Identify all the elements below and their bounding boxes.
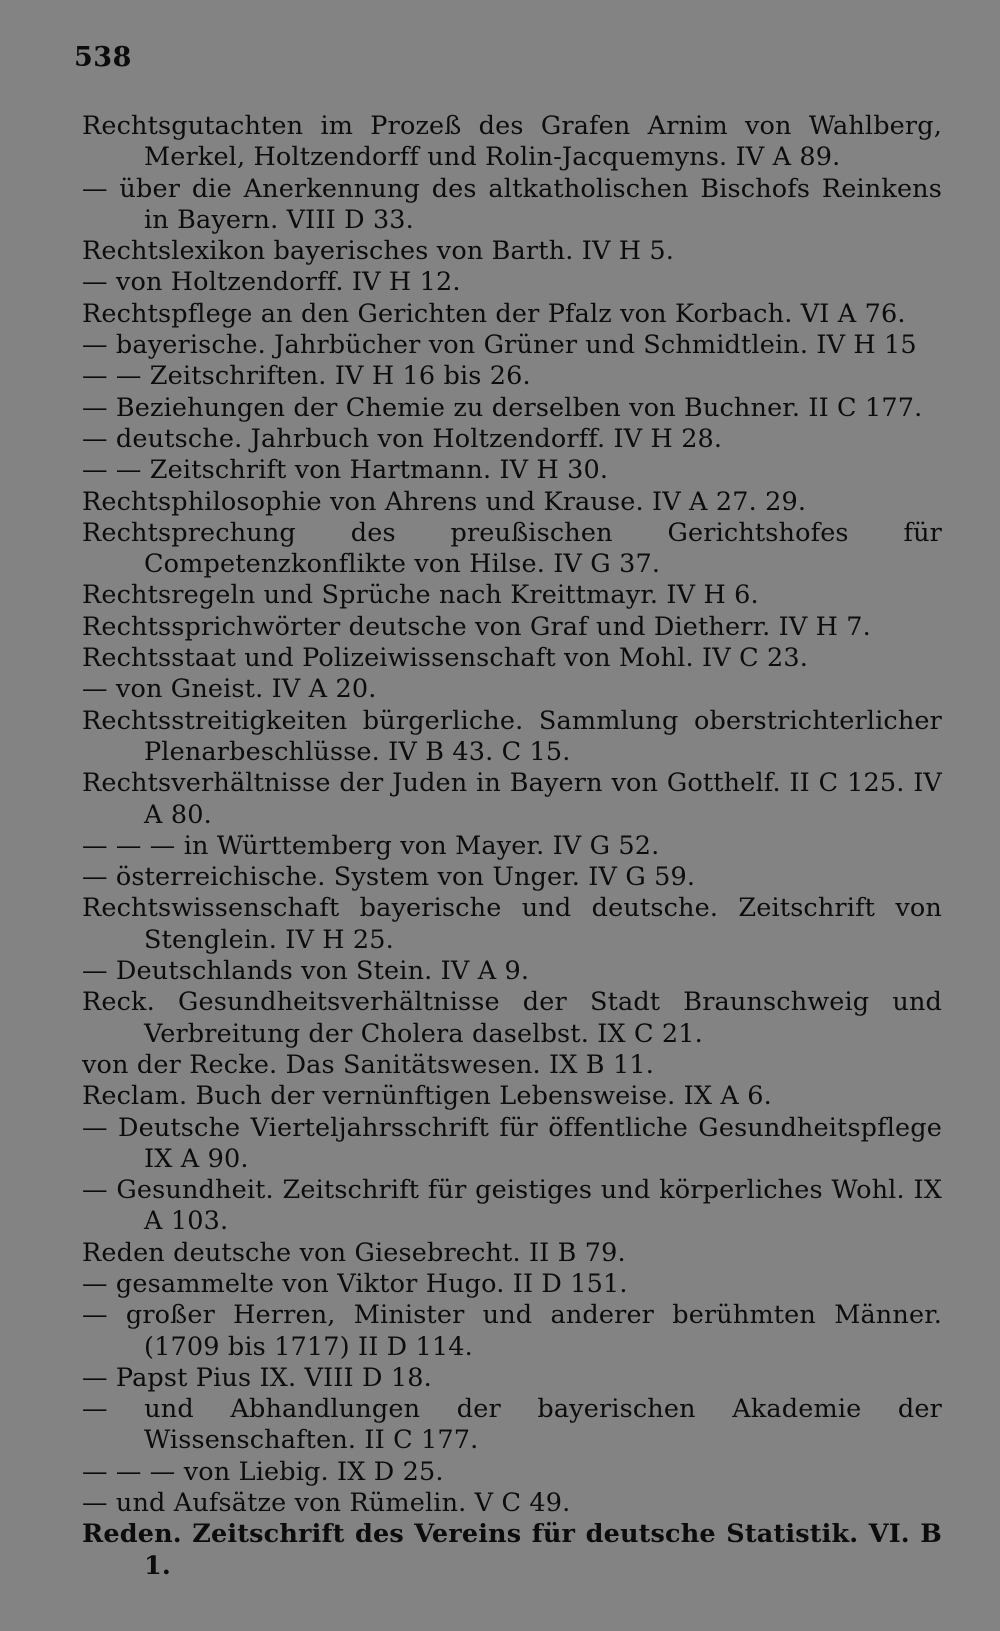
index-entry: — und Aufsätze von Rümelin. V C 49. bbox=[82, 1488, 571, 1519]
index-entry: Rechtsphilosophie von Ahrens und Krause. IV A 27. 29. bbox=[82, 486, 807, 517]
index-entry: Rechtswissenschaft bayerische und deutsche. Zeitschrift von Stenglein. IV H 25. bbox=[82, 893, 942, 955]
index-entry: — und Abhandlungen der bayerischen Akademie der Wissenschaften. II C 177. bbox=[82, 1394, 942, 1456]
index-entry: — — Zeitschriften. IV H 16 bis 26. bbox=[82, 361, 531, 392]
index-entry: — — — in Württemberg von Mayer. IV G 52. bbox=[82, 830, 660, 861]
index-entry: Rechtsstaat und Polizeiwissenschaft von Mohl. IV C 23. bbox=[82, 643, 809, 674]
index-entry: — über die Anerkennung des altkatholischen Bischofs Reinkens in Bayern. VIII D 33. bbox=[82, 173, 942, 235]
index-entry: — Papst Pius IX. VIII D 18. bbox=[82, 1362, 432, 1393]
index-entry: Rechtslexikon bayerisches von Barth. IV H 5. bbox=[82, 236, 675, 267]
index-entry: Rechtssprichwörter deutsche von Graf und Dietherr. IV H 7. bbox=[82, 611, 871, 642]
index-entry: — großer Herren, Minister und anderer berühmten Männer. (1709 bis 1717) II D 114. bbox=[82, 1300, 942, 1362]
index-entry: — — — von Liebig. IX D 25. bbox=[82, 1456, 444, 1487]
index-entry: von der Recke. Das Sanitätswesen. IX B 11. bbox=[82, 1049, 654, 1080]
index-entry: — gesammelte von Viktor Hugo. II D 151. bbox=[82, 1268, 628, 1299]
index-entry: Rechtsverhältnisse der Juden in Bayern von Gotthelf. II C 125. IV A 80. bbox=[82, 768, 942, 830]
index-entry: — von Holtzendorff. IV H 12. bbox=[82, 267, 461, 298]
index-entry: Rechtsstreitigkeiten bürgerliche. Sammlung oberstrichterlicher Plenarbeschlüsse. IV B 43. C 15. bbox=[82, 705, 942, 767]
index-entry: — Deutschlands von Stein. IV A 9. bbox=[82, 956, 530, 987]
index-entry: — Gesundheit. Zeitschrift für geistiges und körperliches Wohl. IX A 103. bbox=[82, 1175, 942, 1237]
index-list bbox=[82, 111, 942, 1582]
index-entry: Rechtsregeln und Sprüche nach Kreittmayr. IV H 6. bbox=[82, 580, 759, 611]
index-entry: — Beziehungen der Chemie zu derselben von Buchner. II C 177. bbox=[82, 392, 923, 423]
index-entry: — bayerische. Jahrbücher von Grüner und Schmidtlein. IV H 15 bbox=[82, 330, 917, 361]
index-entry: Reden deutsche von Giesebrecht. II B 79. bbox=[82, 1237, 626, 1268]
index-entry: — — Zeitschrift von Hartmann. IV H 30. bbox=[82, 455, 609, 486]
index-entry: — österreichische. System von Unger. IV G 59. bbox=[82, 862, 696, 893]
index-entry: Rechtsprechung des preußischen Gerichtshofes für Competenzkonflikte von Hilse. IV G 37. bbox=[82, 517, 942, 580]
index-entry: Reclam. Buch der vernünftigen Lebensweise. IX A 6. bbox=[82, 1081, 772, 1112]
index-entry: — von Gneist. IV A 20. bbox=[82, 674, 377, 705]
index-entry: Reck. Gesundheitsverhältnisse der Stadt Braunschweig und Verbreitung der Cholera daselbst. IX C 21. bbox=[82, 987, 942, 1049]
index-entry: — Deutsche Vierteljahrsschrift für öffentliche Gesundheitspflege IX A 90. bbox=[82, 1112, 942, 1174]
index-entry: Rechtspflege an den Gerichten der Pfalz von Korbach. VI A 76. bbox=[82, 298, 906, 329]
index-entry: — deutsche. Jahrbuch von Holtzendorff. IV H 28. bbox=[82, 423, 723, 454]
index-entry: Rechtsgutachten im Prozeß des Grafen Arnim von Wahlberg, Merkel, Holtzendorff und Rolin-Jacquemyns. IV A 89. bbox=[82, 111, 942, 173]
page-number: 538 bbox=[74, 42, 132, 73]
index-entry: Reden. Zeitschrift des Vereins für deutsche Statistik. VI. B 1. bbox=[82, 1519, 942, 1581]
